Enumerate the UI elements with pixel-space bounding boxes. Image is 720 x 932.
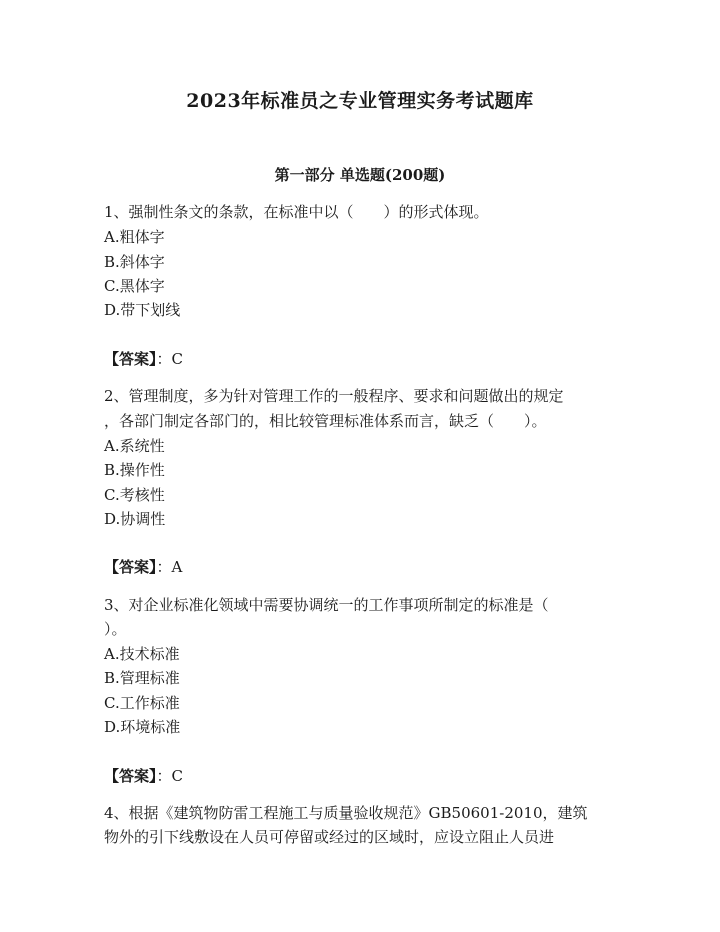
question-3-stem-line-2: ）。 — [104, 620, 127, 638]
question-2-option-a: A.系统性 — [104, 437, 165, 455]
question-2-option-b: B.操作性 — [104, 461, 165, 479]
question-3-stem-line-1: 3、对企业标准化领域中需要协调统一的工作事项所制定的标准是（ — [104, 596, 549, 614]
question-4-stem-line-2: 物外的引下线敷设在人员可停留或经过的区域时，应设立阻止人员进 — [104, 828, 555, 846]
answer-value: ：A — [156, 558, 183, 576]
question-4-stem-line-1: 4、根据《建筑物防雷工程施工与质量验收规范》GB50601-2010，建筑 — [104, 804, 588, 822]
question-1-stem: 1、强制性条文的条款，在标准中以（ ）的形式体现。 — [104, 203, 489, 221]
question-1-option-d: D.带下划线 — [104, 301, 181, 319]
question-1-option-c: C.黑体字 — [104, 277, 165, 295]
answer-value: ：C — [156, 767, 183, 785]
question-1-option-a: A.粗体字 — [104, 228, 165, 246]
question-3-option-c: C.工作标准 — [104, 694, 180, 712]
question-1-answer — [104, 349, 183, 369]
question-2-option-c: C.考核性 — [104, 486, 165, 504]
question-3-option-b: B.管理标准 — [104, 669, 180, 687]
question-2-stem-line-2: ，各部门制定各部门的，相比较管理标准体系而言，缺乏（ ）。 — [104, 412, 547, 430]
answer-label: 【答案】 — [104, 350, 157, 368]
question-2-answer — [104, 557, 182, 577]
question-1-option-b: B.斜体字 — [104, 253, 165, 271]
question-3-option-a: A.技术标准 — [104, 645, 180, 663]
question-2-option-d: D.协调性 — [104, 510, 166, 528]
section-title: 第一部分 单选题(200题) — [274, 166, 446, 184]
answer-value: ：C — [156, 350, 183, 368]
question-3-answer — [104, 766, 183, 786]
question-3-option-d: D.环境标准 — [104, 718, 181, 736]
document-title: 2023年标准员之专业管理实务考试题库 — [186, 90, 534, 112]
answer-label: 【答案】 — [104, 767, 157, 785]
answer-label: 【答案】 — [104, 558, 157, 576]
question-2-stem-line-1: 2、管理制度，多为针对管理工作的一般程序、要求和问题做出的规定 — [104, 387, 564, 405]
